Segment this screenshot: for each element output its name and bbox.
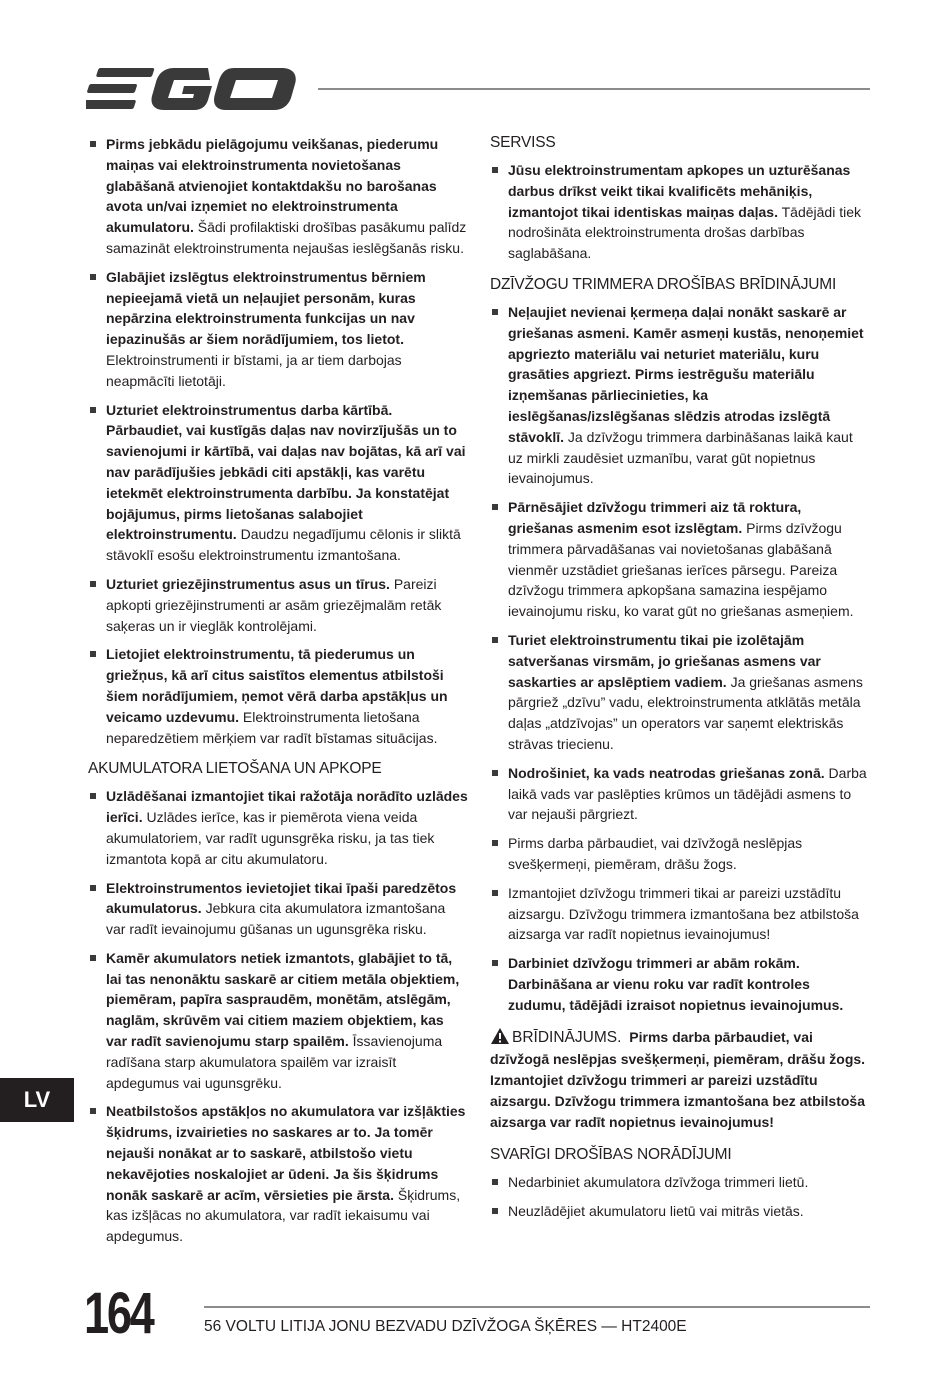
list-item: Pārnēsājiet dzīvžogu trimmeri aiz tā roktura, griešanas asmenim esot izslēgtam. Pirms dzīvžogu trimmera pārvadāšanas vai novietošanas glabāšanā vienmēr uzstādiet griešanas ierīces pārsegu. Pareiza dzīvžogu trimmera apkopšana samazina iespējamo ievainojumu risku, ko varat gūt no griešanas asmeņiem. — [490, 497, 870, 622]
footer-title: 56 VOLTU LITIJA JONU BEZVADU DZĪVŽOGA ŠĶĒRES — HT2400E — [204, 1318, 687, 1335]
list-item: Uzturiet elektroinstrumentus darba kārtībā. Pārbaudiet, vai kustīgās daļas nav novirzījušās un to savienojumi ir kārtībā, vai daļas nav bojātas, kā arī vai nav parādījušies jebkādi citi apstākļi, kas varētu ietekmēt elektroinstrumenta darbību. Ja konstatējat bojājumus, pirms lietošanas salabojiet elektroinstrumentu. Daudzu negadījumu cēlonis ir sliktā stāvoklī esošu elektroinstrumentu izmantošana. — [88, 400, 468, 566]
list-item: Darbiniet dzīvžogu trimmeri ar abām rokām. Darbināšana ar vienu roku var radīt kontroles zudumu, tādējādi izraisot nopietnus ievainojumus. — [490, 953, 870, 1015]
list-item: Lietojiet elektroinstrumentu, tā piederumus un griežņus, kā arī citus saistītos elementus atbilstoši šiem norādījumiem, ņemot vērā darba apstākļus un veicamo uzdevumu. Elektroinstrumenta lietošana neparedzētiem mērķiem var radīt bīstamas situācijas. — [88, 644, 468, 748]
right-list-1 — [490, 160, 870, 264]
warning-title: BRĪDINĀJUMS. — [512, 1029, 622, 1047]
list-item: Neuzlādējiet akumulatoru lietū vai mitrās vietās. — [490, 1201, 870, 1222]
warning-triangle-icon — [490, 1027, 510, 1045]
list-item: Pirms darba pārbaudiet, vai dzīvžogā neslēpjas svešķermeņi, piemēram, drāšu žogs. — [490, 833, 870, 875]
right-list-2 — [490, 302, 870, 1016]
list-item: Neatbilstošos apstākļos no akumulatora var izšļākties šķidrums, izvairieties no saskares ar to. Ja tomēr nejauši nonākat ar to saskarē, atbilstošo vietu nekavējoties noskalojiet ar ūdeni. Ja šis šķidrums nonāk saskarē ar acīm, vērsieties pie ārsta. Šķidrums, kas izšļācas no akumulatora, var radīt iekaisumu vai apdegumus. — [88, 1101, 468, 1247]
list-item: Glabājiet izslēgtus elektroinstrumentus bērniem nepieejamā vietā un neļaujiet personām, kuras nepārzina elektroinstrumenta funkcijas un nav iepazinušās ar šiem norādījumiem, tos lietot. Elektroinstrumenti ir bīstami, ja ar tiem darbojas neapmācīti lietotāji. — [88, 267, 468, 392]
list-item: Turiet elektroinstrumentu tikai pie izolētajām satveršanas virsmām, jo griešanas asmens var saskarties ar apslēptiem vadiem. Ja griešanas asmens pārgriež „dzīvu” vadu, elektroinstrumenta atklātās metāla daļas „atdzīvojas” un operators var saņemt elektriskās strāvas triecienu. — [490, 630, 870, 755]
left-column — [88, 134, 468, 1257]
warning-block — [490, 1027, 870, 1132]
left-list-2 — [88, 786, 468, 1247]
list-item: Pirms jebkādu pielāgojumu veikšanas, piederumu maiņas vai elektroinstrumenta novietošanas glabāšanā atvienojiet kontaktdakšu no barošanas avota un/vai izņemiet no elektroinstrumenta akumulatoru. Šādi profilaktiski drošības pasākumu palīdz samazināt elektroinstrumenta nejaušas ieslēgšanās risku. — [88, 134, 468, 259]
list-item: Kamēr akumulators netiek izmantots, glabājiet to tā, lai tas nenonāktu saskarē ar citiem metāla objektiem, piemēram, papīra saspraudēm, monētām, atslēgām, naglām, skrūvēm vai citiem maziem objektiem, kas var radīt savienojumu starp spailēm. Īssavienojuma radīšana starp akumulatora spailēm var izraisīt apdegumus vai ugunsgrēku. — [88, 948, 468, 1094]
section-heading-service: SERVISS — [490, 134, 556, 151]
right-list-3 — [490, 1172, 870, 1222]
list-item: Nodrošiniet, ka vads neatrodas griešanas zonā. Darba laikā vads var paslēpties krūmos un tādējādi asmens to var nejauši pārgriezt. — [490, 763, 870, 825]
section-heading-battery: AKUMULATORA LIETOŠANA UN APKOPE — [88, 760, 382, 778]
list-item: Nedarbiniet akumulatora dzīvžoga trimmeri lietū. — [490, 1172, 870, 1193]
list-item: Neļaujiet nevienai ķermeņa daļai nonākt saskarē ar griešanas asmeni. Kamēr asmeņi kustās, nenoņemiet apgriezto materiālu vai neturiet materiālu, kuru grasāties apgriezt. Pirms iestrēgušu materiālu izņemšanas pārliecinieties, ka ieslēgšanas/izslēgšanas slēdzis atrodas izslēgtā stāvoklī. Ja dzīvžogu trimmera darbināšanas laikā kaut uz mirkli zaudēsiet uzmanību, varat gūt nopietnus ievainojumus. — [490, 302, 870, 489]
right-column — [490, 134, 870, 1232]
section-heading-hedge-trimmer-warnings: DZĪVŽOGU TRIMMERA DROŠĪBAS BRĪDINĀJUMI — [490, 275, 837, 293]
page-number: 164 — [84, 1281, 153, 1346]
list-item: Uzlādēšanai izmantojiet tikai ražotāja norādīto uzlādes ierīci. Uzlādes ierīce, kas ir piemērota viena veida akumulatoriem, var radīt ugunsgrēka risku, ja tas tiek izmantota kopā ar citu akumulatoru. — [88, 786, 468, 869]
left-list-1 — [88, 134, 468, 748]
section-heading-important-safety: SVARĪGI DROŠĪBAS NORĀDĪJUMI — [490, 1146, 732, 1164]
list-item: Izmantojiet dzīvžogu trimmeri tikai ar pareizi uzstādītu aizsargu. Dzīvžogu trimmera izmantošana bez atbilstoša aizsarga var radīt nopietnus ievainojumus! — [490, 883, 870, 945]
header-rule — [318, 88, 870, 90]
list-item: Uzturiet griezējinstrumentus asus un tīrus. Pareizi apkopti griezējinstrumenti ar asām griezējmalām retāk saķeras un ir vieglāk kontrolējami. — [88, 574, 468, 636]
language-tab: LV — [0, 1078, 74, 1122]
ego-logo — [86, 64, 300, 114]
list-item: Elektroinstrumentos ievietojiet tikai īpaši paredzētos akumulatorus. Jebkura cita akumulatora izmantošana var radīt ievainojumu gūšanas un ugunsgrēka risku. — [88, 878, 468, 940]
list-item: Jūsu elektroinstrumentam apkopes un uzturēšanas darbus drīkst veikt tikai kvalificēts mehāniķis, izmantojot tikai identiskas maiņas daļas. Tādējādi tiek nodrošināta elektroinstrumenta drošas darbības saglabāšana. — [490, 160, 870, 264]
footer-rule — [204, 1306, 870, 1308]
warning-text: Pirms darba pārbaudiet, vai dzīvžogā neslēpjas svešķermeņi, piemēram, drāšu žogs. Izmantojiet dzīvžogu trimmeri ar pareizi uzstādītu aizsargu. Dzīvžogu trimmera izmantošana bez atbilstoša aizsarga var radīt nopietnus ievainojumus! — [490, 1029, 866, 1130]
